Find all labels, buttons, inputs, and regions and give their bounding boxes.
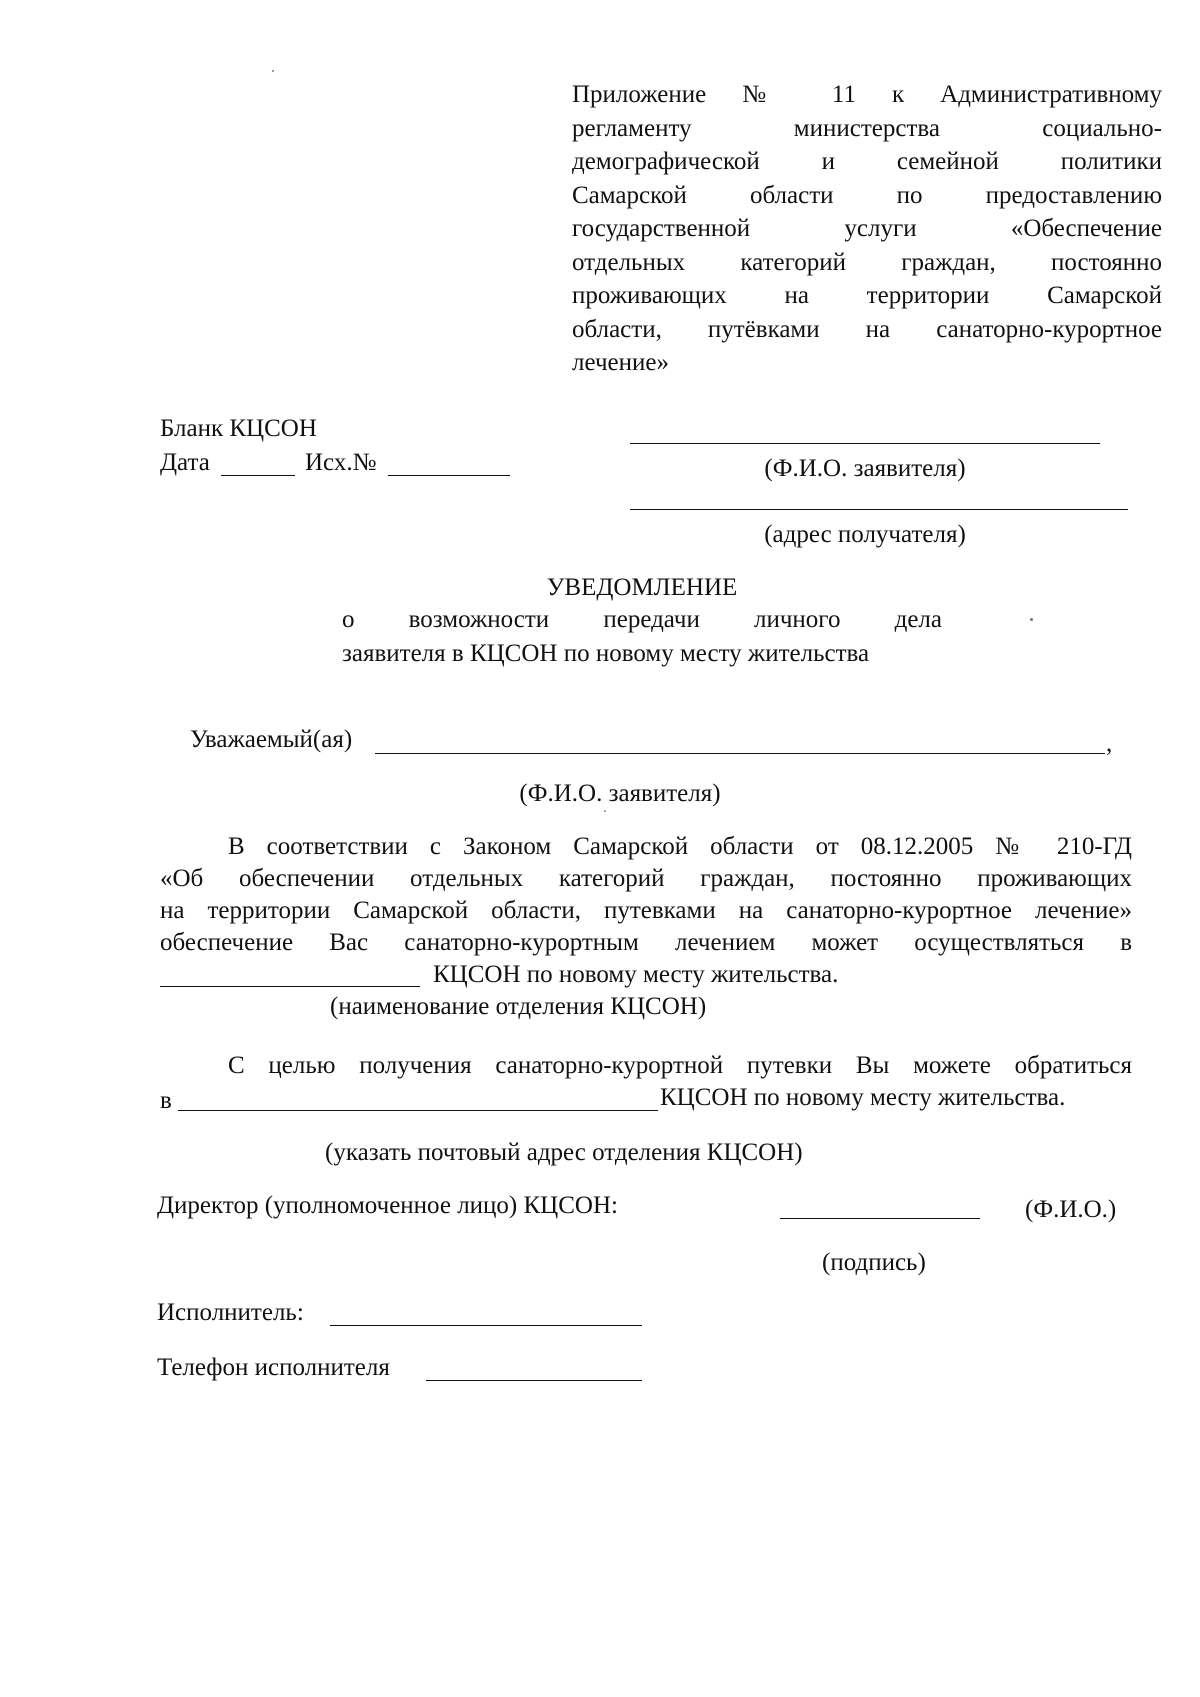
appendix-line: Самарской области по предоставлению [572, 181, 1162, 209]
recipient-address-caption: (адрес получателя) [764, 521, 966, 548]
appendix-header [572, 78, 1162, 380]
recipient-name-line[interactable] [630, 443, 1100, 444]
paragraph1-line: «Об обеспечении отдельных категорий граждан, постоянно проживающих [160, 865, 1132, 892]
department-name-caption: (наименование отделения КЦСОН) [330, 993, 707, 1020]
paragraph1-line: обеспечение Вас санаторно-курортным лечением может осуществляться в [160, 929, 1132, 956]
appendix-line: Приложение № 11 к Административному [572, 81, 1162, 108]
postal-address-line[interactable] [178, 1110, 658, 1111]
scan-speck [272, 70, 274, 72]
paragraph2-prefix: в [160, 1087, 172, 1114]
postal-address-caption: (указать почтовый адрес отделения КЦСОН) [325, 1139, 803, 1166]
paragraph1-line: КЦСОН по новому месту жительства. [433, 961, 839, 988]
greeting-label: Уважаемый(ая) [190, 726, 353, 753]
outgoing-number-label: Исх.№ [305, 449, 377, 476]
scan-speck [1030, 618, 1033, 621]
appendix-line: лечение» [572, 349, 669, 376]
date-label: Дата [160, 449, 210, 476]
department-name-line[interactable] [160, 986, 420, 987]
appendix-line: регламенту министерства социально- [572, 114, 1162, 142]
greeting-comma: , [1106, 730, 1113, 757]
notice-subtitle-line: заявителя в КЦСОН по новому месту жительства [342, 640, 870, 667]
date-field-line[interactable] [221, 475, 295, 476]
signature-line[interactable] [780, 1218, 980, 1219]
appendix-line: демографической и семейной политики [572, 148, 1162, 175]
appendix-line: области, путёвками на санаторно-курортное [572, 315, 1162, 343]
director-label: Директор (уполномоченное лицо) КЦСОН: [157, 1192, 618, 1219]
greeting-name-line[interactable] [375, 753, 1105, 754]
notice-title: УВЕДОМЛЕНИЕ [546, 574, 738, 601]
executor-label: Исполнитель: [157, 1299, 304, 1326]
signature-caption: (подпись) [822, 1249, 926, 1276]
paragraph1-line: В соответствии с Законом Самарской области от 08.12.2005 № 210-ГД [228, 833, 1132, 860]
executor-phone-label: Телефон исполнителя [157, 1354, 390, 1381]
paragraph1-line: на территории Самарской области, путевками на санаторно-курортное лечение» [160, 897, 1132, 924]
recipient-name-caption: (Ф.И.О. заявителя) [764, 455, 966, 482]
paragraph2-line: С целью получения санаторно-курортной путевки Вы можете обратиться [228, 1052, 1132, 1079]
appendix-line: проживающих на территории Самарской [572, 282, 1162, 309]
executor-line[interactable] [330, 1325, 642, 1326]
director-fio: (Ф.И.О.) [1025, 1196, 1117, 1223]
scan-speck [604, 810, 606, 812]
appendix-line: государственной услуги «Обеспечение [572, 215, 1162, 242]
appendix-line: отдельных категорий граждан, постоянно [572, 248, 1162, 276]
recipient-address-line[interactable] [630, 509, 1128, 510]
outgoing-number-field-line[interactable] [388, 475, 510, 476]
executor-phone-line[interactable] [426, 1380, 642, 1381]
notice-subtitle-line: о возможности передачи личного дела [342, 606, 942, 633]
blank-title: Бланк КЦСОН [160, 415, 317, 442]
greeting-caption: (Ф.И.О. заявителя) [519, 780, 721, 807]
paragraph2-line: КЦСОН по новому месту жительства. [660, 1084, 1066, 1111]
